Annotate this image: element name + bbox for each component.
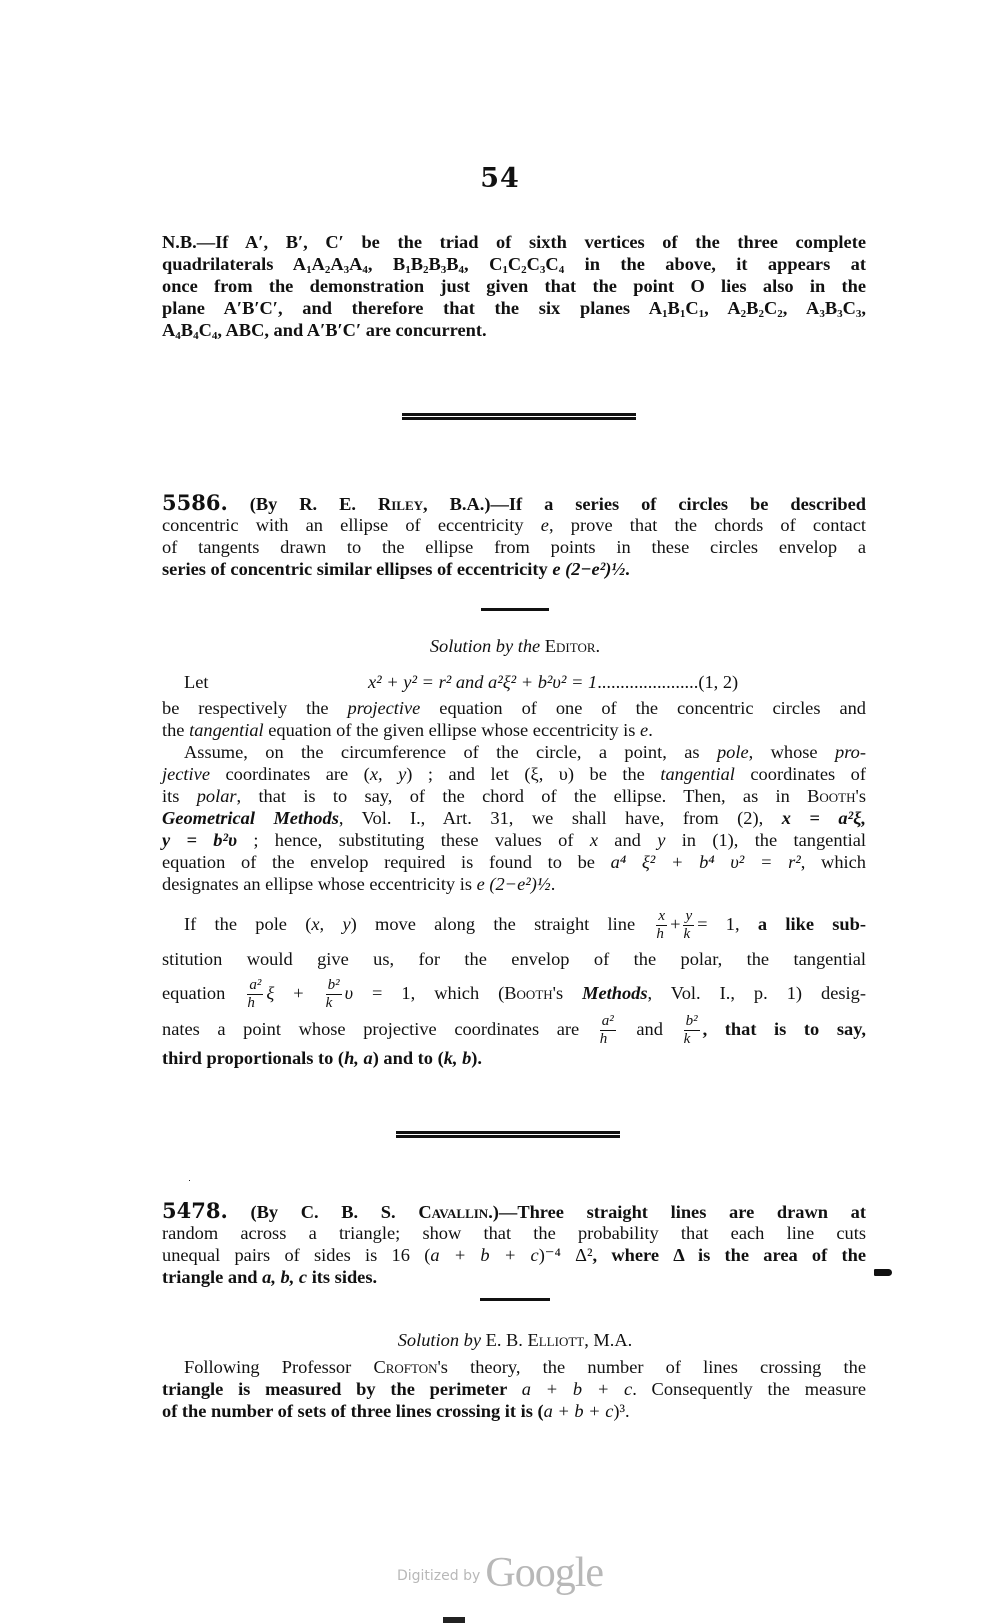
text: and (618, 1019, 681, 1039)
math-x-eq: x = a²ξ, (781, 808, 866, 828)
text: , which (800, 852, 866, 872)
solution-heading (0, 636, 1000, 657)
question-number: 5478. (162, 1198, 228, 1223)
question-5478 (162, 1200, 866, 1288)
equation-leader-dots: ...................... (597, 672, 699, 692)
nb-text: , (464, 254, 490, 274)
text: coordinates are ( (209, 764, 370, 784)
print-speck (189, 1180, 190, 1181)
text: , Vol. I., Art. 31, we shall have, from (2), (338, 808, 782, 828)
section-divider (481, 608, 549, 611)
subscript: 3 (440, 264, 447, 276)
text-italic: projective (347, 698, 421, 718)
text-italic: tangential (660, 764, 735, 784)
nb-text: C (526, 254, 540, 274)
subscript: 2 (521, 264, 527, 276)
equals-one: = 1, (372, 983, 416, 1003)
equation-line (162, 671, 866, 693)
heading-name: , M.A. (584, 1330, 633, 1350)
math-perimeter: a + b + c (521, 1379, 633, 1399)
numerator: b² (327, 977, 340, 994)
text: , whose (748, 742, 835, 762)
math-upsilon: υ (344, 983, 354, 1003)
text: Assume, on the circumference of the circle, a point, as (184, 742, 717, 762)
text: , Vol. I., p. 1) desig- (647, 983, 866, 1003)
math-exponent: )⁻⁴ Δ² (538, 1245, 593, 1265)
subscript: 1 (306, 264, 312, 276)
heading-name-smallcaps: Elliott (527, 1330, 585, 1350)
nb-line (162, 297, 866, 319)
nb-text: C (842, 298, 856, 318)
math-perimeter: a + b + c (543, 1401, 614, 1421)
question-text: of tangents drawn to the ellipse from points in these circles envelop a (162, 537, 866, 557)
math-abc: a, b, c (262, 1267, 308, 1287)
fraction-a2-over-h (247, 978, 263, 1011)
solution-paragraph-fractions (162, 906, 866, 1070)
math-envelop-equation: a⁴ ξ² + b⁴ υ² = r² (610, 852, 801, 872)
subscript: 1 (679, 308, 686, 320)
subscript: 1 (502, 264, 508, 276)
math-e: e (540, 515, 549, 535)
text-smallcaps: Crofton (373, 1357, 438, 1377)
section-divider (480, 1298, 550, 1301)
google-logo: Google (485, 1550, 604, 1596)
denominator: h (599, 1031, 608, 1048)
nb-text: A (806, 298, 820, 318)
nb-text: B (180, 320, 194, 340)
nb-text: A (648, 298, 663, 318)
text-italic: jective (162, 764, 210, 784)
author-prefix: (By C. B. S. (250, 1202, 419, 1222)
question-text: .)—Three straight lines are drawn at (488, 1202, 867, 1222)
solution-5478-body (162, 1356, 866, 1422)
text: triangle is measured by the perimeter (162, 1379, 522, 1399)
nb-text: B (392, 254, 406, 274)
question-5586 (162, 492, 866, 580)
question-text: its sides. (307, 1267, 378, 1287)
subscript: 3 (539, 264, 546, 276)
nb-text: once from the demonstration just given that the point O lies also in the (162, 276, 866, 296)
math-xi: ξ (266, 983, 275, 1003)
let-label: Let (184, 672, 209, 692)
text: ; hence, substituting these values of (237, 830, 590, 850)
heading-italic: Solution by (397, 1330, 486, 1350)
text: which ( (415, 983, 505, 1003)
subscript: 4 (175, 330, 181, 342)
subscript: 4 (362, 264, 368, 276)
subscript: 4 (211, 330, 218, 342)
math-kb: k, b (443, 1048, 472, 1068)
text-italic: Geometrical Methods (162, 808, 339, 828)
math-xy: x, y (369, 764, 407, 784)
text: equation of the given ellipse whose eccentricity is (263, 720, 641, 740)
question-text: unequal pairs of sides is 16 ( (162, 1245, 431, 1265)
subscript: 1 (405, 264, 411, 276)
text: equation of the envelop required is found to be (162, 852, 611, 872)
nb-text: , (367, 254, 393, 274)
text: 's (552, 983, 583, 1003)
numerator: y (685, 908, 693, 925)
subscript: 3 (855, 308, 862, 320)
subscript: 2 (324, 264, 331, 276)
text: . Consequently the measure (632, 1379, 866, 1399)
text: of the number of sets of three lines crossing it is ( (162, 1401, 544, 1421)
nb-line (162, 319, 866, 341)
text: its (162, 786, 197, 806)
numerator: x (658, 908, 666, 925)
equation-1-2: x² + y² = r² and a²ξ² + b²υ² = 1 (368, 672, 598, 692)
math-xy: x, y (311, 914, 351, 934)
numerator: a² (249, 977, 262, 994)
text: stitution would give us, for the envelop of the polar, the tangential (162, 949, 866, 969)
question-text: triangle and (162, 1267, 263, 1287)
digitized-by-google-watermark (0, 1549, 1000, 1597)
fraction-x-over-h (656, 909, 667, 942)
text-italic: tangential (189, 720, 264, 740)
nb-text: , ABC, and A′B′C′ are concurrent. (217, 320, 487, 340)
nb-text: C (198, 320, 212, 340)
equation-reference: (1, 2) (698, 672, 739, 692)
math-abc: a + b + c (430, 1245, 539, 1265)
nb-text: , (861, 298, 866, 318)
text: ). (471, 1048, 483, 1068)
subscript: 2 (422, 264, 429, 276)
fraction-b2-over-k (684, 1014, 700, 1047)
denominator: k (683, 926, 691, 943)
text: be respectively the (162, 698, 348, 718)
subscript: 1 (662, 308, 668, 320)
equals-one: = 1, (697, 914, 740, 934)
author-prefix: (By R. E. (249, 494, 378, 514)
margin-mark (874, 1269, 892, 1276)
text: 's (855, 786, 866, 806)
author-name: Cavallin (418, 1202, 489, 1222)
subscript: 3 (837, 308, 843, 320)
nb-text: C (685, 298, 699, 318)
text: ) ; and let (ξ, υ) be the (406, 764, 661, 784)
text: . (648, 720, 653, 740)
nb-text: B (746, 298, 759, 318)
plus-sign: + (670, 914, 681, 934)
author-name: Riley (377, 494, 424, 514)
nb-text: B (446, 254, 459, 274)
nb-text: N.B.—If A′, B′, C′ be the triad of sixth vertices of the three complete (162, 232, 866, 252)
text: 's theory, the number of lines crossing the (437, 1357, 866, 1377)
nb-text: A (330, 254, 344, 274)
text: nates a point whose projective coordinates are (162, 1019, 597, 1039)
math-ha: h, a (344, 1048, 373, 1068)
text: equation of one of the concentric circles and (420, 698, 866, 718)
heading-italic: Solution by the (429, 636, 545, 656)
nb-line (162, 275, 866, 297)
subscript: 4 (193, 330, 199, 342)
nb-text: B (410, 254, 423, 274)
text-italic: pole (716, 742, 749, 762)
nb-text: , (704, 298, 728, 318)
text-italic: polar (196, 786, 237, 806)
nb-text: in the above, it appears at (564, 254, 866, 274)
denominator: h (247, 995, 255, 1012)
section-divider-double (396, 1131, 620, 1138)
solution-body (162, 697, 866, 895)
question-text: , where Δ is the area of the (592, 1245, 867, 1265)
nb-text: C (507, 254, 522, 274)
question-text: , B.A.)—If a series of circles be described (423, 494, 866, 514)
math-eccentricity: e (2−e²)½ (552, 559, 626, 579)
solution-heading (0, 1330, 1000, 1351)
nb-text: A (311, 254, 325, 274)
numerator: b² (685, 1013, 698, 1030)
subscript: 2 (758, 308, 764, 320)
subscript: 3 (343, 264, 350, 276)
section-divider-double (402, 413, 636, 420)
nb-text: C (763, 298, 778, 318)
text-smallcaps: Booth (504, 983, 553, 1003)
text: coordinates of (734, 764, 866, 784)
page-number: 54 (480, 163, 520, 194)
text: equation (162, 983, 245, 1003)
fraction-b2-over-k (326, 978, 342, 1011)
nb-text: , (782, 298, 807, 318)
text: , that is to say, (702, 1019, 866, 1039)
subscript: 1 (698, 308, 705, 320)
text: designates an ellipse whose eccentricity is (162, 874, 477, 894)
nb-text: A (727, 298, 741, 318)
question-text: random across a triangle; show that the probability that each line cuts (162, 1223, 866, 1243)
text: , that is to say, of the chord of the ellipse. Then, as in (236, 786, 808, 806)
subscript: 3 (819, 308, 825, 320)
subscript: 4 (558, 264, 565, 276)
question-text: , prove that the chords of contact (548, 515, 866, 535)
math-e: e (640, 720, 649, 740)
nb-line (162, 231, 866, 253)
math-x: x (589, 830, 598, 850)
nb-paragraph (162, 231, 866, 341)
question-text: . (625, 559, 630, 579)
heading-name: Editor (544, 636, 596, 656)
nb-text: A (162, 320, 176, 340)
denominator: k (683, 1031, 691, 1048)
text: )³. (613, 1401, 630, 1421)
digitized-by-label: Digitized by (396, 1568, 481, 1584)
fraction-a2-over-h (600, 1014, 616, 1047)
nb-line (162, 253, 866, 275)
nb-text: A (349, 254, 363, 274)
nb-text: B (824, 298, 838, 318)
text: in (1), the tangential (665, 830, 867, 850)
text: third proportionals to ( (162, 1048, 345, 1068)
nb-text: B (428, 254, 441, 274)
nb-text: A (292, 254, 307, 274)
nb-text: plane A′B′C′, and therefore that the six planes (162, 298, 649, 318)
text: If the pole ( (184, 914, 312, 934)
cropped-text-fragment (443, 1617, 465, 1623)
math-y-eq: y = b²υ (162, 830, 238, 850)
denominator: k (325, 995, 333, 1012)
text: . (550, 874, 556, 894)
numerator: a² (601, 1013, 614, 1030)
text: ) move along the straight line (350, 914, 654, 934)
subscript: 2 (740, 308, 747, 320)
text: and (597, 830, 658, 850)
text-italic: Methods (582, 983, 648, 1003)
subscript: 2 (777, 308, 783, 320)
nb-text: quadrilaterals (162, 254, 293, 274)
denominator: h (656, 926, 664, 943)
text: the (162, 720, 190, 740)
math-eccentricity: e (2−e²)½ (476, 874, 551, 894)
text: Following Professor (184, 1357, 374, 1377)
text-smallcaps: Booth (807, 786, 856, 806)
heading-name: E. B. (485, 1330, 528, 1350)
subscript: 4 (458, 264, 465, 276)
question-text: series of concentric similar ellipses of eccentricity (162, 559, 553, 579)
question-text: concentric with an ellipse of eccentricity (162, 515, 541, 535)
question-number: 5586. (162, 490, 228, 515)
plus-sign: + (293, 983, 304, 1003)
text: ) and to ( (372, 1048, 444, 1068)
math-y: y (657, 830, 666, 850)
nb-text: C (545, 254, 559, 274)
nb-text: C (489, 254, 503, 274)
nb-text: B (667, 298, 680, 318)
text: a like sub- (739, 914, 867, 934)
fraction-y-over-k (683, 909, 694, 942)
heading-end: . (595, 636, 601, 656)
text-italic: pro- (835, 742, 866, 762)
